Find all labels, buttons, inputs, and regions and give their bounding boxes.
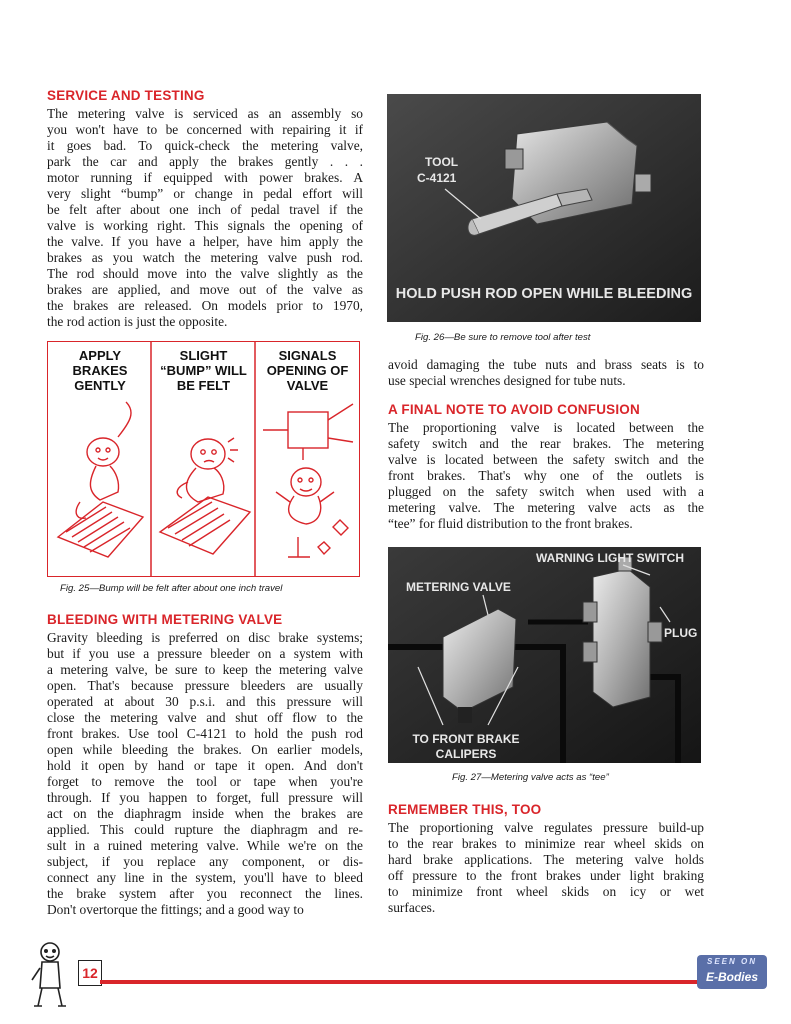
text-line: sult in a ruined metering valve. While we're on the xyxy=(47,838,363,853)
fig27-label-front-2: CALIPERS xyxy=(435,747,497,761)
service-paragraph xyxy=(47,106,363,330)
panel-2-title: SLIGHT “BUMP” WILL BE FELT xyxy=(160,348,247,393)
text-line: front brakes. That's why one of the outlets is xyxy=(388,468,704,483)
text-line: open while bleeding the brakes. On earlier models, xyxy=(47,742,363,757)
text-line: safety switch and the rear brakes. The metering xyxy=(388,436,704,451)
text-line: brakes as you watch the metering valve push rod. xyxy=(47,250,363,265)
text-line: valve is located between the safety switch and the xyxy=(388,452,704,467)
section-heading-bleeding: BLEEDING WITH METERING VALVE xyxy=(47,612,283,627)
badge-text-1: SEEN ON xyxy=(706,957,757,966)
text-line: connect any line in the system, you'll have to bleed xyxy=(47,870,363,885)
text-line: plugged on the safety switch when used with a xyxy=(388,484,704,499)
text-line: valve is working right. This signals the opening of xyxy=(47,218,363,233)
fig27-label-front-1: TO FRONT BRAKE xyxy=(412,732,520,746)
panel-3-title: SIGNALS OPENING OF VALVE xyxy=(266,348,349,393)
panel-1-title: APPLY BRAKES GENTLY xyxy=(72,348,128,393)
section-heading-service: SERVICE AND TESTING xyxy=(47,88,205,103)
text-line: The rod should move into the valve slightly as the xyxy=(47,266,363,281)
text-line: the valve. If you have a helper, have him apply the xyxy=(47,234,363,249)
text-line: forget to remove the tool or tape when you're xyxy=(47,774,363,789)
text-line: the rod action is just the opposite. xyxy=(47,314,228,329)
final-note-paragraph xyxy=(388,420,704,532)
text-line: surfaces. xyxy=(388,900,436,915)
text-line: operated at about 30 p.s.i. and this pressure will xyxy=(47,694,363,709)
text-line: The metering valve is serviced as an assembly so xyxy=(47,106,363,121)
text-line: through. If you happen to forget, full pressure will xyxy=(47,790,363,805)
fig27-label-metering: METERING VALVE xyxy=(406,580,511,594)
fig27-label-warning: WARNING LIGHT SWITCH xyxy=(536,551,684,565)
text-line: it goes bad. To quick-check the metering valve, xyxy=(47,138,363,153)
section-heading-final-note: A FINAL NOTE TO AVOID CONFUSION xyxy=(388,402,640,417)
section-heading-remember: REMEMBER THIS, TOO xyxy=(388,802,542,817)
text-line: hard brake applications. The metering valve holds xyxy=(388,852,704,867)
continuation-paragraph xyxy=(388,357,704,389)
text-line: open. That's because pressure bleeders are usually xyxy=(47,678,363,693)
figure-25-cartoon xyxy=(47,341,360,577)
footer-rule xyxy=(100,980,700,984)
text-line: the brake system after you reconnect the lines. xyxy=(47,886,363,901)
figure-26-photo xyxy=(387,94,701,322)
text-line: brakes are applied, and move out of the valve as xyxy=(47,282,363,297)
text-line: act on the diaphragm inside when the brakes are xyxy=(47,806,363,821)
text-line: off pressure to the front brakes under light braking xyxy=(388,868,704,883)
fig25-caption: Fig. 25—Bump will be felt after about one inch travel xyxy=(60,583,283,594)
text-line: you won't have to be concerned with repairing it if xyxy=(47,122,363,137)
text-line: park the car and apply the brakes gently . . . xyxy=(47,154,363,169)
text-line: Gravity bleeding is preferred on disc brake systems; xyxy=(47,630,363,645)
remember-paragraph xyxy=(388,820,704,916)
badge-text-2: E-Bodies xyxy=(705,970,758,984)
fig27-label-plug: PLUG xyxy=(664,626,698,640)
text-line: “tee” for fluid distribution to the front brakes. xyxy=(388,516,633,531)
text-line: metering valve. The metering valve acts as the xyxy=(388,500,704,515)
text-line: subject, if you replace any component, or dis- xyxy=(47,854,363,869)
seen-on-badge xyxy=(697,955,767,989)
fig26-tool-label-1: TOOL xyxy=(425,155,459,169)
bleeding-paragraph xyxy=(47,630,363,918)
fig26-caption: Fig. 26—Be sure to remove tool after test xyxy=(415,332,591,343)
text-line: avoid damaging the tube nuts and brass seats is to xyxy=(388,357,704,372)
text-line: a metering valve, be sure to keep the metering valve xyxy=(47,662,363,677)
text-line: be felt after about one inch of pedal travel if the xyxy=(47,202,363,217)
text-line: close the metering valve and shut off flow to the xyxy=(47,710,363,725)
page-number: 12 xyxy=(78,960,102,986)
text-line: use special wrenches designed for tube nuts. xyxy=(388,373,626,388)
text-line: to the rear brakes to minimize rear wheel skids on xyxy=(388,836,704,851)
text-line: but if you use a pressure bleeder on a system with xyxy=(47,646,363,661)
text-line: front brakes. Use tool C-4121 to hold the push rod xyxy=(47,726,363,741)
text-line: to minimize front wheel skids on icy or wet xyxy=(388,884,704,899)
mascot-figure xyxy=(30,940,76,1012)
text-line: the brakes are released. On models prior to 1970, xyxy=(47,298,363,313)
fig27-caption: Fig. 27—Metering valve acts as “tee” xyxy=(452,772,609,783)
fig26-banner: HOLD PUSH ROD OPEN WHILE BLEEDING xyxy=(395,286,693,302)
text-line: The proportioning valve is located between the xyxy=(388,420,704,435)
figure-27-photo xyxy=(388,547,701,763)
text-line: Don't overtorque the fittings; and a good way to xyxy=(47,902,304,917)
text-line: The proportioning valve regulates pressure build-up xyxy=(388,820,704,835)
text-line: very slight “bump” or change in pedal effort will xyxy=(47,186,363,201)
fig26-tool-label-2: C-4121 xyxy=(417,171,457,185)
text-line: hold it open by hand or tape it open. And don't xyxy=(47,758,363,773)
text-line: applied. This could rupture the diaphragm and re- xyxy=(47,822,363,837)
text-line: motor running if equipped with power brakes. A xyxy=(47,170,363,185)
